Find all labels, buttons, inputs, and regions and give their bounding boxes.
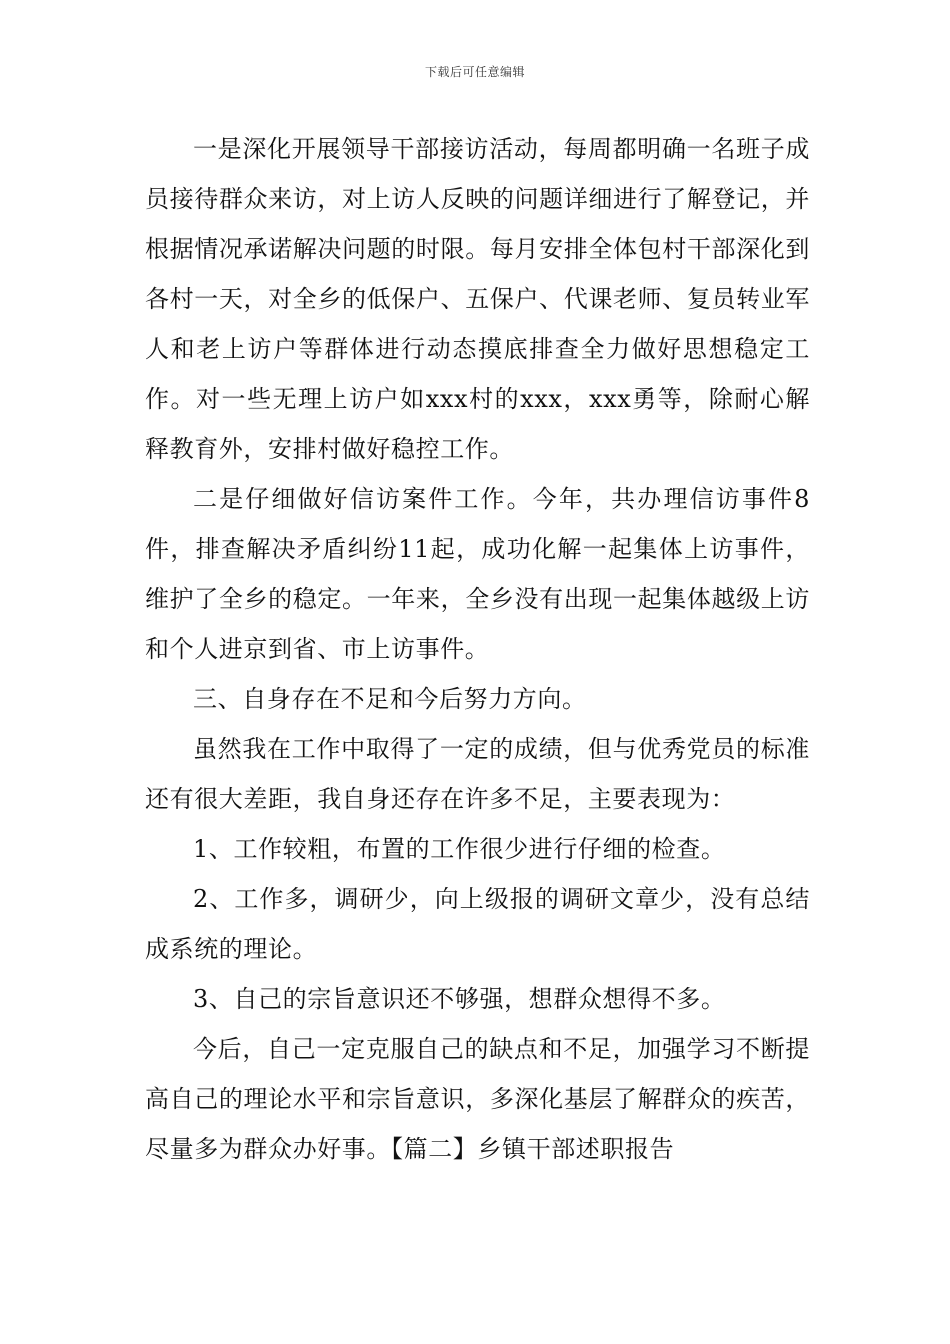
paragraph-5-list-item-1: 1、工作较粗，布置的工作很少进行仔细的检查。 bbox=[193, 835, 726, 863]
paragraph-3-section-heading: 三、自身存在不足和今后努力方向。 bbox=[193, 685, 587, 713]
page-header-note: 下载后可任意编辑 bbox=[424, 65, 525, 79]
paragraph-2: 二是仔细做好信访案件工作。今年，共办理信访事件8件，排查解决矛盾纠纷11起，成功化解一起集体上访事件，维护了全乡的稳定。一年来，全乡没有出现一起集体越级上访和个人进京到省、市上访事件。 bbox=[145, 485, 810, 663]
paragraph-7-list-item-3: 3、自己的宗旨意识还不够强，想群众想得不多。 bbox=[193, 985, 726, 1013]
paragraph-8: 今后，自己一定克服自己的缺点和不足，加强学习不断提高自己的理论水平和宗旨意识，多深化基层了解群众的疾苦，尽量多为群众办好事。【篇二】乡镇干部述职报告 bbox=[145, 1035, 810, 1163]
paragraph-4: 虽然我在工作中取得了一定的成绩，但与优秀党员的标准还有很大差距，我自身还存在许多不足，主要表现为： bbox=[145, 735, 810, 813]
document-body bbox=[145, 124, 810, 1174]
paragraph-1: 一是深化开展领导干部接访活动，每周都明确一名班子成员接待群众来访，对上访人反映的问题详细进行了解登记，并根据情况承诺解决问题的时限。每月安排全体包村干部深化到各村一天，对全乡的低保户、五保户、代课老师、复员转业军人和老上访户等群体进行动态摸底排查全力做好思想稳定工作。对一些无理上访户如xxx村的xxx，xxx勇等，除耐心解释教育外，安排村做好稳控工作。 bbox=[145, 135, 810, 463]
paragraph-6-list-item-2: 2、工作多，调研少，向上级报的调研文章少，没有总结成系统的理论。 bbox=[145, 885, 810, 963]
